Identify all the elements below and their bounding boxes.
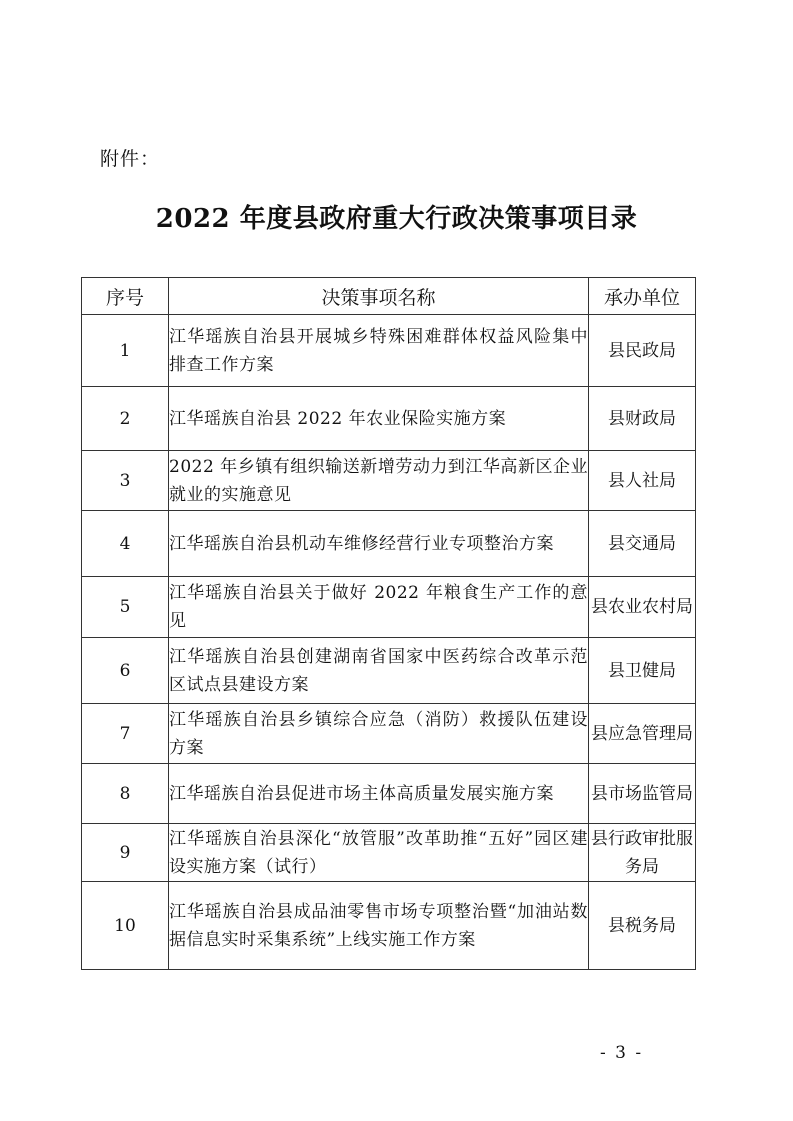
document-title: 2022 年度县政府重大行政决策事项目录 xyxy=(155,204,638,234)
row-name: 江华瑶族自治县开展城乡特殊困难群体权益风险集中排查工作方案 xyxy=(169,315,589,387)
row-unit: 县人社局 xyxy=(589,451,696,511)
row-seq: 4 xyxy=(82,511,169,577)
row-unit: 县财政局 xyxy=(589,387,696,451)
table-row xyxy=(82,577,696,638)
row-name: 江华瑶族自治县 2022 年农业保险实施方案 xyxy=(169,387,589,451)
row-seq: 2 xyxy=(82,387,169,451)
row-seq: 5 xyxy=(82,577,169,638)
row-unit: 县应急管理局 xyxy=(589,704,696,764)
row-seq: 6 xyxy=(82,638,169,704)
header-name: 决策事项名称 xyxy=(169,278,589,315)
row-unit: 县农业农村局 xyxy=(589,577,696,638)
row-unit: 县税务局 xyxy=(589,882,696,970)
row-seq: 3 xyxy=(82,451,169,511)
table-row xyxy=(82,882,696,970)
row-name: 江华瑶族自治县深化“放管服”改革助推“五好”园区建设实施方案（试行） xyxy=(169,824,589,882)
row-seq: 1 xyxy=(82,315,169,387)
row-unit: 县民政局 xyxy=(589,315,696,387)
table-row xyxy=(82,511,696,577)
row-seq: 9 xyxy=(82,824,169,882)
table-row xyxy=(82,764,696,824)
table-row xyxy=(82,451,696,511)
table-row xyxy=(82,638,696,704)
table-row xyxy=(82,824,696,882)
row-name: 江华瑶族自治县机动车维修经营行业专项整治方案 xyxy=(169,511,589,577)
row-name: 江华瑶族自治县促进市场主体高质量发展实施方案 xyxy=(169,764,589,824)
row-name: 江华瑶族自治县乡镇综合应急（消防）救援队伍建设方案 xyxy=(169,704,589,764)
row-seq: 7 xyxy=(82,704,169,764)
header-seq: 序号 xyxy=(82,278,169,315)
row-unit: 县交通局 xyxy=(589,511,696,577)
table-header-row xyxy=(82,278,696,315)
page-number: - 3 - xyxy=(600,1043,644,1063)
decision-table xyxy=(81,277,696,970)
row-unit: 县卫健局 xyxy=(589,638,696,704)
row-name: 2022 年乡镇有组织输送新增劳动力到江华高新区企业就业的实施意见 xyxy=(169,451,589,511)
row-unit: 县行政审批服务局 xyxy=(589,824,696,882)
attachment-label: 附件： xyxy=(100,148,161,170)
table-row xyxy=(82,387,696,451)
row-name: 江华瑶族自治县创建湖南省国家中医药综合改革示范区试点县建设方案 xyxy=(169,638,589,704)
row-unit: 县市场监管局 xyxy=(589,764,696,824)
row-name: 江华瑶族自治县关于做好 2022 年粮食生产工作的意见 xyxy=(169,577,589,638)
table-row xyxy=(82,704,696,764)
row-seq: 8 xyxy=(82,764,169,824)
row-name: 江华瑶族自治县成品油零售市场专项整治暨“加油站数据信息实时采集系统”上线实施工作方案 xyxy=(169,882,589,970)
header-unit: 承办单位 xyxy=(589,278,696,315)
row-seq: 10 xyxy=(82,882,169,970)
table-row xyxy=(82,315,696,387)
